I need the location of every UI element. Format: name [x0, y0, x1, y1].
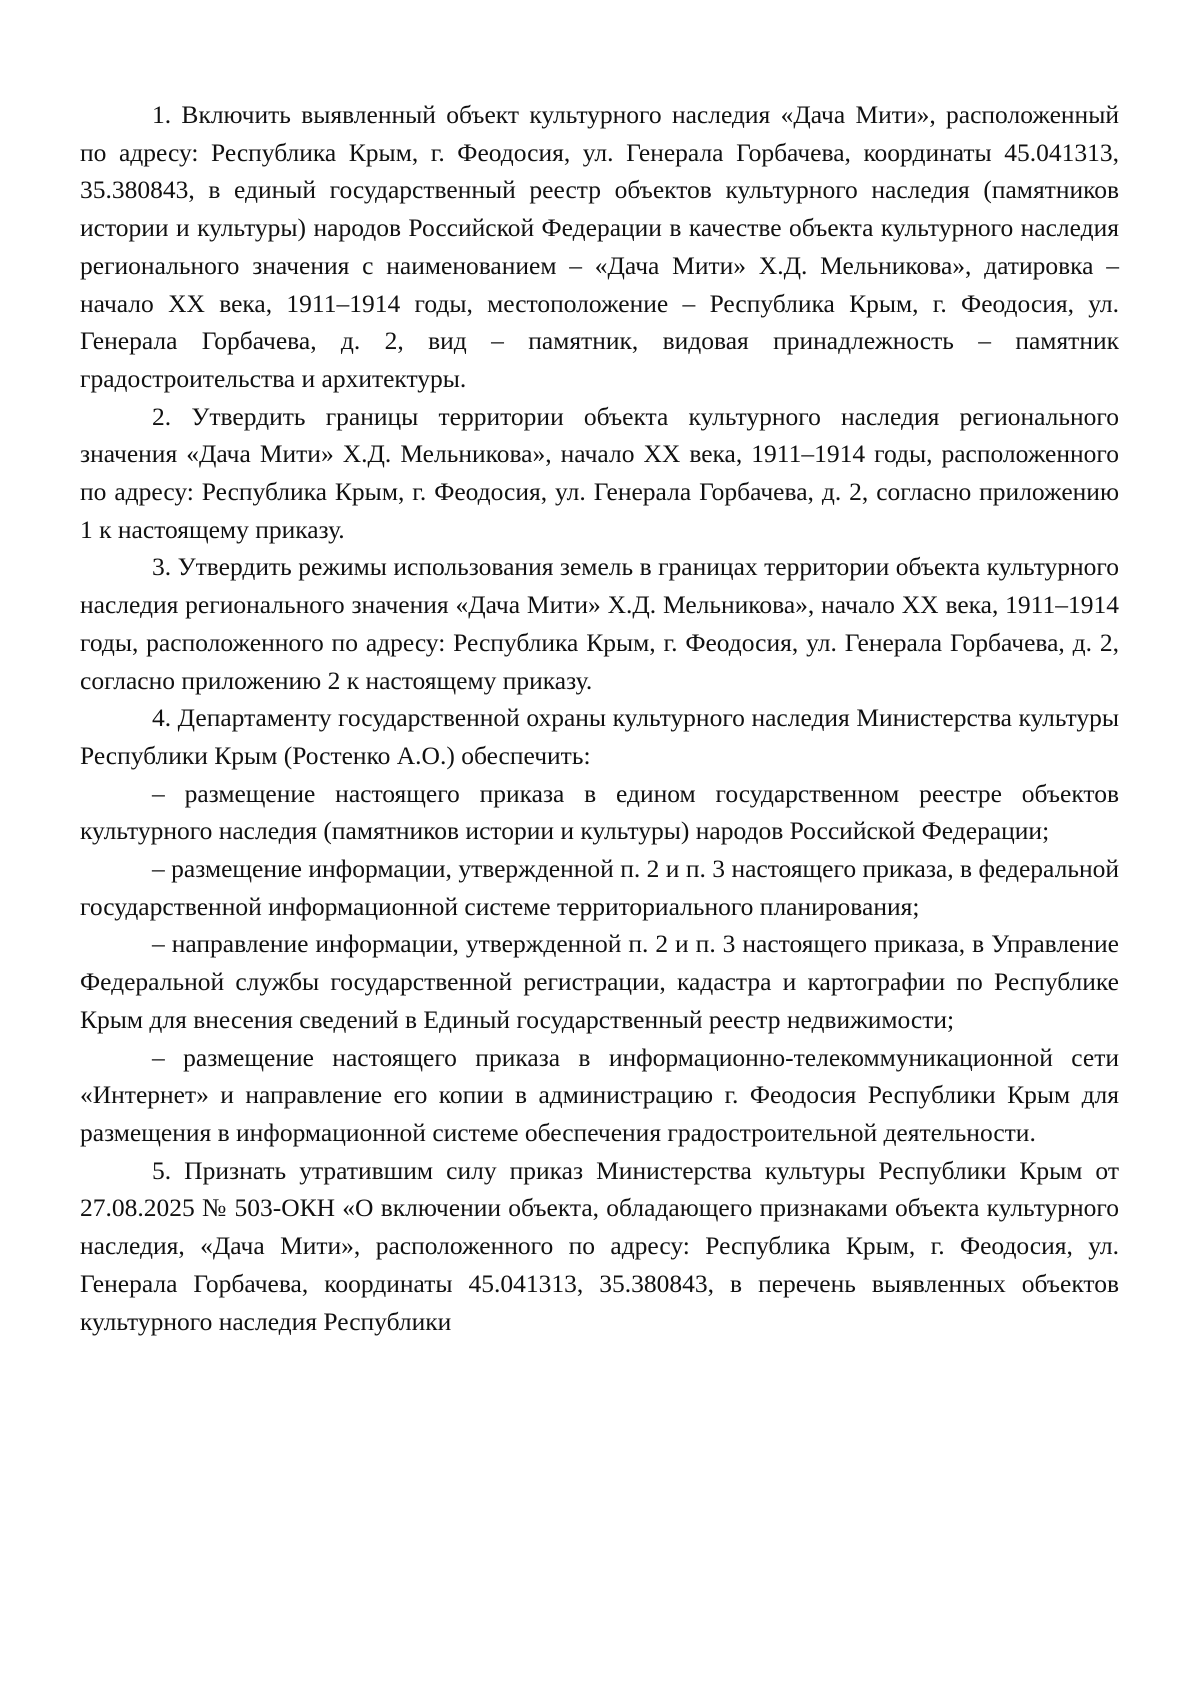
paragraph-subitem-fgis: – размещение информации, утвержденной п. 2 и п. 3 настоящего приказа, в федеральной государственной информационной системе территориального планирования;: [80, 854, 1119, 921]
paragraph-item-5: 5. Признать утратившим силу приказ Министерства культуры Республики Крым от 27.08.2025 № 503-ОКН «О включении объекта, обладающего признаками объекта культурного наследия, «Дача Мити», расположенного по адресу: Республика Крым, г. Феодосия, ул. Генерала Горбачева, координаты 45.041313, 35.380843, в перечень выявленных объектов культурного наследия Республики: [80, 1155, 1119, 1336]
paragraph-item-1: 1. Включить выявленный объект культурного наследия «Дача Мити», расположенный по адресу: Республика Крым, г. Феодосия, ул. Генерала Горбачева, координаты 45.041313, 35.380843, в единый государственный реестр объектов культурного наследия (памятников истории и культуры) народов Российской Федерации в качестве объекта культурного наследия регионального значения с наименованием – «Дача Мити» Х.Д. Мельникова», датировка – начало XX века, 1911–1914 годы, местоположение – Республика Крым, г. Феодосия, ул. Генерала Горбачева, д. 2, вид – памятник, видовая принадлежность – памятник градостроительства и архитектуры.: [80, 100, 1119, 393]
paragraph-subitem-internet: – размещение настоящего приказа в информационно-телекоммуникационной сети «Интернет» и направление его копии в администрацию г. Феодосия Республики Крым для размещения в информационной системе обеспечения градостроительной деятельности.: [80, 1042, 1119, 1147]
paragraph-subitem-rosreestr: – направление информации, утвержденной п. 2 и п. 3 настоящего приказа, в Управление Федеральной службы государственной регистрации, кадастра и картографии по Республике Крым для внесения сведений в Единый государственный реестр недвижимости;: [80, 929, 1119, 1034]
paragraph-item-4: 4. Департаменту государственной охраны культурного наследия Министерства культуры Республики Крым (Ростенко А.О.) обеспечить:: [80, 703, 1119, 770]
paragraph-item-2: 2. Утвердить границы территории объекта культурного наследия регионального значения «Дача Мити» Х.Д. Мельникова», начало XX века, 1911–1914 годы, расположенного по адресу: Республика Крым, г. Феодосия, ул. Генерала Горбачева, д. 2, согласно приложению 1 к настоящему приказу.: [80, 401, 1119, 544]
document-page: [80, 96, 1119, 1340]
paragraph-item-3: 3. Утвердить режимы использования земель в границах территории объекта культурного наследия регионального значения «Дача Мити» Х.Д. Мельникова», начало XX века, 1911–1914 годы, расположенного по адресу: Республика Крым, г. Феодосия, ул. Генерала Горбачева, д. 2, согласно приложению 2 к настоящему приказу.: [80, 552, 1119, 695]
paragraph-subitem-registry: – размещение настоящего приказа в едином государственном реестре объектов культурного наследия (памятников истории и культуры) народов Российской Федерации;: [80, 778, 1119, 846]
